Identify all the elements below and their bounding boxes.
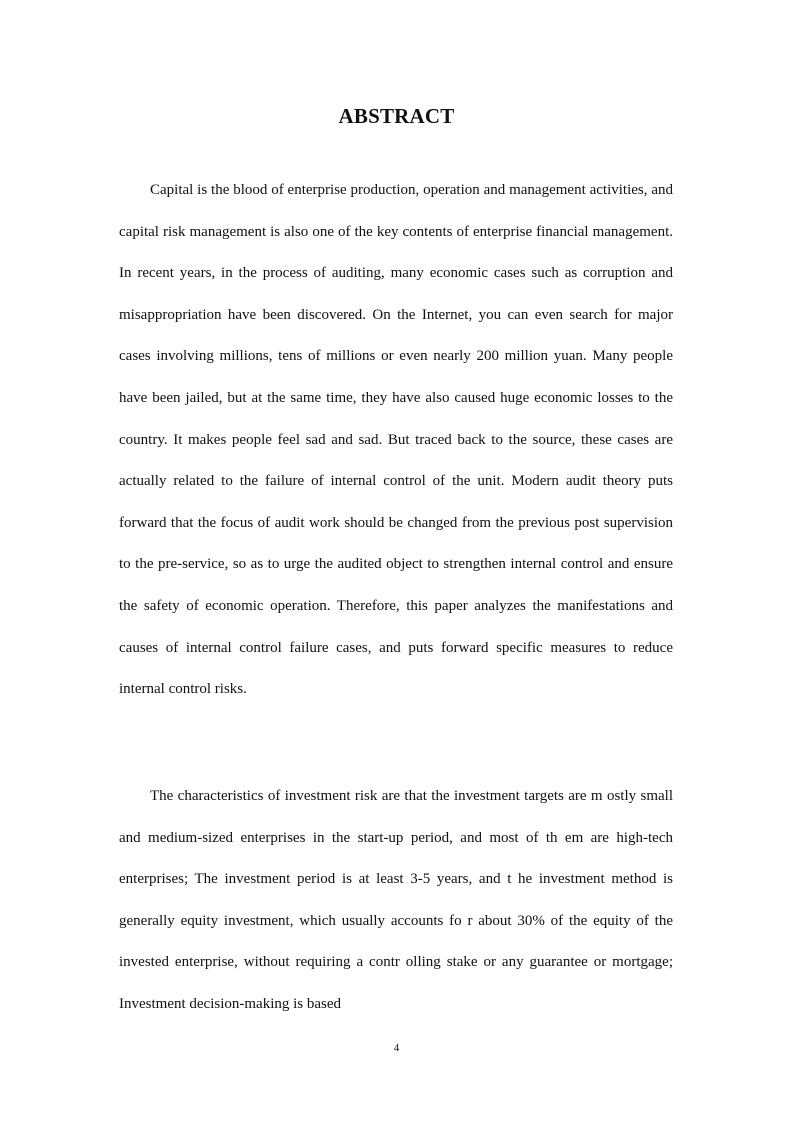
page-number: 4 <box>393 1042 400 1054</box>
abstract-paragraph-2: The characteristics of investment risk are that the investment targets are m ostly small and medium-sized enterprises in the start-up period, and most of th em are high-tech enterprises; The investment period is at least 3-5 years, and t he investment method is generally equity investment, which usually accounts fo r about 30% of the equity of the invested enterprise, without requiring a contr olling stake or any guarantee or mortgage; Investment decision-making is based <box>119 788 673 1012</box>
abstract-paragraph-1: Capital is the blood of enterprise production, operation and management activities, and capital risk management is also one of the key contents of enterprise financial management. In recent years, in the process of auditing, many economic cases such as corruption and misappropriation have been discovered. On the Internet, you can even search for major cases involving millions, tens of millions or even nearly 200 million yuan. Many people have been jailed, but at the same time, they have also caused huge economic losses to the country. It makes people feel sad and sad. But traced back to the source, these cases are actually related to the failure of internal control of the unit. Modern audit theory puts forward that the focus of audit work should be changed from the previous post supervision to the pre-service, so as to urge the audited object to strengthen internal control and ensure the safety of economic operation. Therefore, this paper analyzes the manifestations and causes of internal control failure cases, and puts forward specific measures to reduce internal control risks. <box>119 182 673 698</box>
abstract-title: ABSTRACT <box>338 104 455 128</box>
